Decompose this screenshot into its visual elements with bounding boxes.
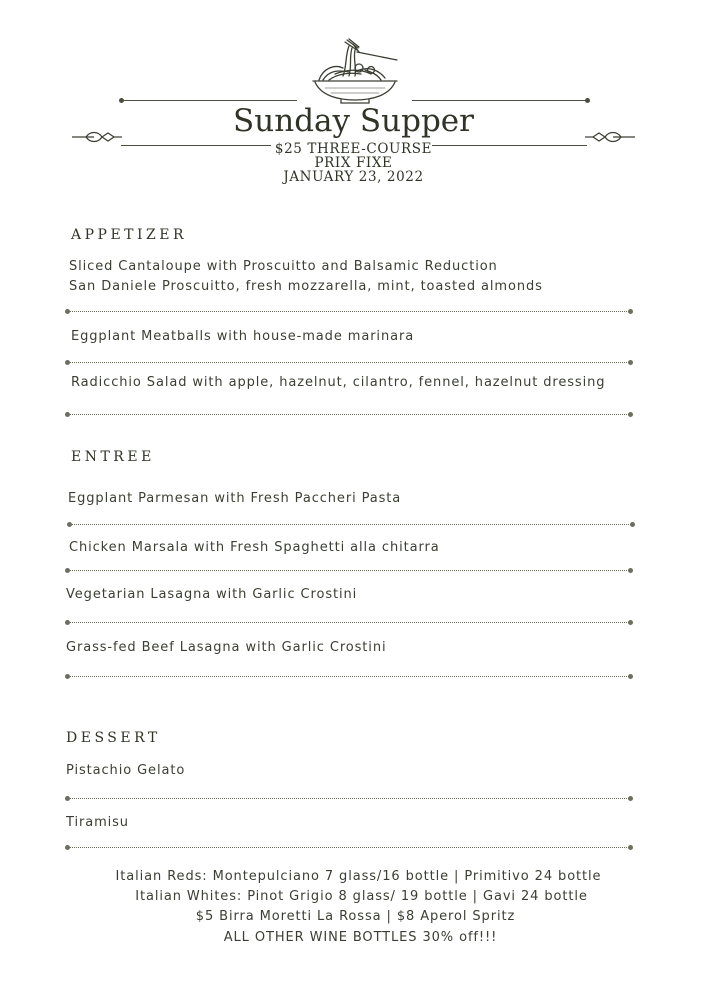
menu-item-entree-2: Chicken Marsala with Fresh Spaghetti alla chitarra xyxy=(69,540,440,555)
separator xyxy=(67,311,631,312)
menu-item-entree-3: Vegetarian Lasagna with Garlic Crostini xyxy=(66,587,358,602)
menu-item-dessert-1: Pistachio Gelato xyxy=(66,763,186,778)
wine-list-line-2: Italian Whites: Pinot Grigio 8 glass/ 19 bottle | Gavi 24 bottle xyxy=(135,889,588,904)
separator xyxy=(67,798,631,799)
header-rule-right-top xyxy=(412,100,587,101)
separator xyxy=(67,676,631,677)
menu-item-entree-1: Eggplant Parmesan with Fresh Paccheri Pasta xyxy=(68,491,402,506)
menu-title: Sunday Supper xyxy=(233,103,474,139)
menu-subtitle-prix-fixe: PRIX FIXE xyxy=(314,155,393,171)
wine-list-line-1: Italian Reds: Montepulciano 7 glass/16 bottle | Primitivo 24 bottle xyxy=(115,869,602,884)
separator xyxy=(67,622,631,623)
menu-item-entree-4: Grass-fed Beef Lasagna with Garlic Crostini xyxy=(66,640,387,655)
separator xyxy=(67,362,631,363)
section-heading-dessert: DESSERT xyxy=(66,730,161,746)
menu-item-appetizer-2: Eggplant Meatballs with house-made marinara xyxy=(71,329,415,344)
menu-date: JANUARY 23, 2022 xyxy=(283,169,424,185)
drink-specials-line: $5 Birra Moretti La Rossa | $8 Aperol Spritz xyxy=(195,909,516,924)
section-heading-appetizer: APPETIZER xyxy=(71,227,188,243)
pasta-bowl-icon xyxy=(305,38,405,104)
menu-subtitle-price: $25 THREE-COURSE xyxy=(274,141,433,157)
section-heading-entree: ENTREE xyxy=(71,449,155,465)
separator xyxy=(69,524,633,525)
menu-item-appetizer-3: Radicchio Salad with apple, hazelnut, cilantro, fennel, hazelnut dressing xyxy=(71,375,606,390)
separator xyxy=(67,847,631,848)
header-rule-left-top xyxy=(121,100,297,101)
menu-item-appetizer-1-description: San Daniele Proscuitto, fresh mozzarella, mint, toasted almonds xyxy=(69,279,543,294)
menu-item-appetizer-1: Sliced Cantaloupe with Proscuitto and Balsamic Reduction xyxy=(69,259,498,274)
separator xyxy=(67,414,631,415)
wine-discount-line: ALL OTHER WINE BOTTLES 30% off!!! xyxy=(223,930,498,945)
menu-item-dessert-2: Tiramisu xyxy=(66,815,129,830)
separator xyxy=(67,570,631,571)
